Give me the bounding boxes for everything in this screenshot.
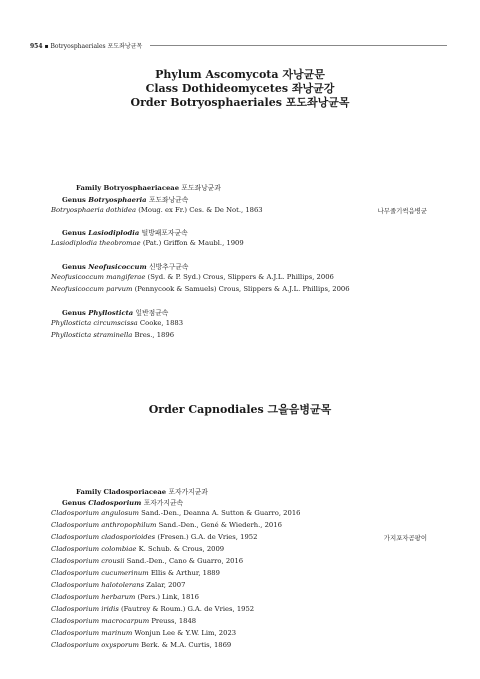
species-name: Cladosporium cucumerinum bbox=[51, 569, 149, 577]
species-author: (Fautrey & Roum.) G.A. de Vries, 1952 bbox=[121, 605, 255, 613]
family-korean-name: 포도좌낭균과 bbox=[181, 184, 221, 192]
species-name: Cladosporium cladosporioides bbox=[51, 533, 156, 541]
species-name: Phyllosticta straminella bbox=[51, 331, 133, 339]
species-name: Cladosporium herbarum bbox=[51, 593, 136, 601]
species-entry bbox=[51, 581, 185, 589]
genus-label: Genus bbox=[62, 263, 86, 271]
genus-name: Botryosphaeria bbox=[88, 196, 147, 204]
species-entry bbox=[51, 593, 199, 601]
family-label: Family Cladosporiaceae bbox=[76, 488, 167, 496]
species-name: Cladosporium colombiae bbox=[51, 545, 137, 553]
species-name: Neofusicoccum parvum bbox=[51, 285, 133, 293]
species-entry bbox=[51, 569, 220, 577]
order-heading-capnodiales: Order Capnodiales 그을음병균목 bbox=[148, 403, 332, 416]
genus-korean-name: 신방추구균속 bbox=[149, 263, 189, 271]
species-entry bbox=[51, 319, 183, 327]
genus-heading bbox=[62, 261, 188, 271]
genus-label: Genus bbox=[62, 499, 86, 507]
species-entry bbox=[51, 545, 224, 553]
running-header bbox=[30, 41, 142, 50]
species-author: Bres., 1896 bbox=[134, 331, 175, 339]
running-title: Botryosphaeriales 포도좌낭균목 bbox=[50, 43, 143, 50]
class-heading: Class Dothideomycetes 좌낭균강 bbox=[145, 82, 335, 95]
genus-name: Cladosporium bbox=[88, 499, 142, 507]
species-author: Wonjun Lee & Y.W. Lim, 2023 bbox=[134, 629, 237, 637]
family-heading bbox=[76, 182, 221, 192]
species-author: K. Schub. & Crous, 2009 bbox=[138, 545, 225, 553]
species-name: Cladosporium iridis bbox=[51, 605, 119, 613]
genus-name: Lasiodiplodia bbox=[88, 229, 140, 237]
species-author: Ellis & Arthur, 1889 bbox=[150, 569, 220, 577]
phylum-heading: Phylum Ascomycota 자낭균문 bbox=[155, 68, 325, 81]
species-name: Cladosporium angulosum bbox=[51, 509, 139, 517]
species-entry bbox=[51, 273, 334, 281]
species-entry bbox=[51, 617, 196, 625]
species-entry bbox=[51, 331, 174, 339]
species-name: Cladosporium anthropophilum bbox=[51, 521, 157, 529]
species-author: (Syd. & P. Syd.) Crous, Slippers & A.J.L. Phillips, 2006 bbox=[147, 273, 334, 281]
species-author: (Fresen.) G.A. de Vries, 1952 bbox=[157, 533, 258, 541]
genus-korean-name: 포도좌낭균속 bbox=[148, 196, 189, 204]
species-name: Cladosporium marinum bbox=[51, 629, 133, 637]
genus-heading bbox=[62, 307, 168, 317]
species-entry bbox=[51, 533, 257, 541]
genus-korean-name: 잎반점균속 bbox=[135, 309, 169, 317]
order-heading-botryosphaeriales bbox=[0, 68, 480, 110]
genus-label: Genus bbox=[62, 229, 86, 237]
genus-name: Neofusicoccum bbox=[88, 263, 147, 271]
species-name: Cladosporium crousii bbox=[51, 557, 125, 565]
species-name: Cladosporium halotolerans bbox=[51, 581, 145, 589]
genus-label: Genus bbox=[62, 196, 86, 204]
genus-heading bbox=[62, 194, 188, 204]
order-heading: Order Botryosphaeriales 포도좌낭균목 bbox=[130, 96, 350, 109]
species-name: Phyllosticta circumscissa bbox=[51, 319, 138, 327]
species-author: Sand.-Den., Deanna A. Sutton & Guarro, 2016 bbox=[141, 509, 301, 517]
species-author: (Pers.) Link, 1816 bbox=[137, 593, 199, 601]
species-author: (Pat.) Griffon & Maubl., 1909 bbox=[142, 239, 244, 247]
species-entry bbox=[51, 206, 263, 214]
species-entry bbox=[51, 285, 350, 293]
species-author: Preuss, 1848 bbox=[151, 617, 197, 625]
species-korean-name: 가지포자곰팡이 bbox=[383, 534, 427, 542]
header-separator: ▪ bbox=[44, 43, 49, 50]
species-author: (Moug. ex Fr.) Ces. & De Not., 1863 bbox=[138, 206, 263, 214]
species-name: Neofusicoccum mangiferae bbox=[51, 273, 146, 281]
family-korean-name: 포자가지균과 bbox=[168, 488, 208, 496]
genus-label: Genus bbox=[62, 309, 86, 317]
species-author: Sand.-Den., Gené & Wiederh., 2016 bbox=[158, 521, 282, 529]
species-author: Sand.-Den., Cano & Guarro, 2016 bbox=[126, 557, 244, 565]
genus-heading bbox=[62, 227, 188, 237]
species-entry bbox=[51, 557, 243, 565]
species-name: Cladosporium oxysporum bbox=[51, 641, 139, 649]
species-entry bbox=[51, 641, 231, 649]
species-author: Berk. & M.A. Curtis, 1869 bbox=[141, 641, 232, 649]
family-heading bbox=[76, 486, 208, 496]
species-author: Cooke, 1883 bbox=[139, 319, 184, 327]
genus-korean-name: 털방패포자균속 bbox=[141, 229, 188, 237]
species-entry bbox=[51, 605, 254, 613]
header-rule bbox=[150, 45, 447, 46]
species-author: Zalar, 2007 bbox=[146, 581, 186, 589]
species-author: (Pennycook & Samuels) Crous, Slippers & A.J.L. Phillips, 2006 bbox=[134, 285, 350, 293]
species-entry bbox=[51, 509, 300, 517]
family-label: Family Botryosphaeriaceae bbox=[76, 184, 180, 192]
species-name: Lasiodiplodia theobromae bbox=[51, 239, 141, 247]
species-korean-name: 나무줄기썩음병균 bbox=[377, 207, 427, 215]
page-number: 954 bbox=[30, 43, 43, 50]
genus-korean-name: 포자가지균속 bbox=[143, 499, 184, 507]
species-name: Botryosphaeria dothidea bbox=[51, 206, 137, 214]
genus-heading bbox=[62, 497, 183, 507]
species-entry bbox=[51, 629, 236, 637]
species-entry bbox=[51, 239, 244, 247]
species-entry bbox=[51, 521, 282, 529]
species-name: Cladosporium macrocarpum bbox=[51, 617, 150, 625]
genus-name: Phyllosticta bbox=[88, 309, 134, 317]
